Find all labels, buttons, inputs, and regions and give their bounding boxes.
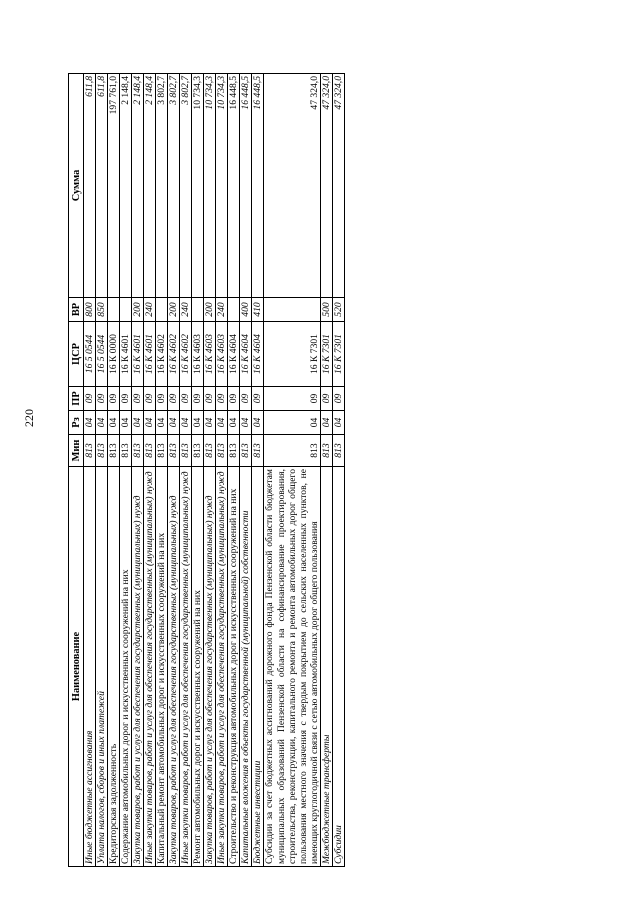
table-row [180,74,192,867]
table-cell-name: Иные закупки товаров, работ и услуг для обеспечения государственных (муниципальных) нужд [216,467,228,867]
table-cell-min: 813 [204,435,216,467]
table-cell-min: 813 [96,435,108,467]
table-cell-min: 813 [144,435,156,467]
table-cell-name: Строительство и реконструкция автомобильных дорог и искусственных сооружений на них [228,467,240,867]
table-body [84,74,345,867]
table-cell-vr [108,298,120,322]
table-cell-name: Иные закупки товаров, работ и услуг для обеспечения государственных (муниципальных) нужд [144,467,156,867]
table-cell-csr: 16 К 4601 [120,322,132,387]
table-row [320,74,332,867]
table-cell-vr: 850 [96,298,108,322]
table-cell-min: 813 [168,435,180,467]
table-cell-name: Субсидии [332,467,344,867]
header-name: Наименование [69,467,84,867]
table-row [120,74,132,867]
table-cell-name: Капитальный ремонт автомобильных дорог и искусственных сооружений на них [156,467,168,867]
table-cell-sum: 2 148,4 [120,74,132,298]
table-cell-pr: 09 [84,387,96,411]
header-csr: ЦСР [69,322,84,387]
table-cell-rz: 04 [228,411,240,435]
table-cell-rz: 04 [156,411,168,435]
table-cell-min: 813 [120,435,132,467]
page-number: 220 [22,409,36,427]
table-cell-min: 813 [132,435,144,467]
table-cell-vr [156,298,168,322]
table-cell-name: Ремонт автомобильных дорог и искусственных сооружений на них [192,467,204,867]
table-cell-min: 813 [320,435,332,467]
table-cell-sum: 197 761,0 [108,74,120,298]
table-cell-rz: 04 [216,411,228,435]
table-cell-sum: 2 148,4 [144,74,156,298]
table-cell-sum: 611,8 [96,74,108,298]
table-row [132,74,144,867]
table-cell-rz: 04 [264,411,320,435]
table-cell-csr: 16 К 4601 [132,322,144,387]
table-cell-pr: 09 [192,387,204,411]
table-cell-csr: 16 К 7301 [320,322,332,387]
table-header-row [69,74,84,867]
header-rz: Рз [69,411,84,435]
header-vr: ВР [69,298,84,322]
table-cell-pr: 09 [108,387,120,411]
table-row [216,74,228,867]
table-cell-rz: 04 [108,411,120,435]
table-cell-min: 813 [180,435,192,467]
table-cell-vr: 240 [180,298,192,322]
table-cell-pr: 09 [120,387,132,411]
table-cell-pr: 09 [96,387,108,411]
table-cell-rz: 04 [120,411,132,435]
table-cell-csr: 16 К 7301 [264,322,320,387]
table-cell-pr: 09 [204,387,216,411]
table-cell-name: Закупка товаров, работ и услуг для обеспечения государственных (муниципальных) нужд [168,467,180,867]
table-cell-min: 813 [264,435,320,467]
table-cell-vr: 240 [216,298,228,322]
table-cell-rz: 04 [168,411,180,435]
table-cell-min: 813 [216,435,228,467]
table-cell-sum: 47 324,0 [332,74,344,298]
table-cell-csr: 16 К 4604 [252,322,264,387]
table-row [240,74,252,867]
table-cell-name: Закупка товаров, работ и услуг для обеспечения государственных (муниципальных) нужд [204,467,216,867]
table-cell-name: Межбюджетные трансферты [320,467,332,867]
table-cell-vr: 410 [252,298,264,322]
table-cell-pr: 09 [132,387,144,411]
table-cell-csr: 16 К 7301 [332,322,344,387]
table-cell-name: Содержание автомобильных дорог и искусственных сооружений на них [120,467,132,867]
table-cell-rz: 04 [180,411,192,435]
table-cell-min: 813 [240,435,252,467]
table-cell-csr: 16 К 4602 [156,322,168,387]
table-cell-csr: 16 5 0544 [84,322,96,387]
table-cell-name: Иные закупки товаров, работ и услуг для обеспечения государственных (муниципальных) нужд [180,467,192,867]
table-cell-sum: 2 148,4 [132,74,144,298]
table-row [84,74,96,867]
table-cell-sum: 16 448,5 [240,74,252,298]
table-cell-vr: 200 [168,298,180,322]
table-cell-vr: 400 [240,298,252,322]
table-cell-rz: 04 [84,411,96,435]
table-cell-sum: 3 802,7 [180,74,192,298]
table-cell-rz: 04 [144,411,156,435]
table-cell-csr: 16 К 4604 [240,322,252,387]
table-cell-name: Субсидии за счет бюджетных ассигнований дорожного фонда Пензенской области бюджетам муниципальных образований Пензенской области на софинансирование проектирования, строительства, реконструкции, капитального ремонта и ремонта автомобильных дорог общего пользования местного значения с твердым покрытием до сельских населенных пунктов, не имеющих круглогодичной связи с сетью автомобильных дорог общего пользования [264,467,320,867]
table-cell-csr: 16 К 4603 [216,322,228,387]
table-cell-vr: 800 [84,298,96,322]
table-cell-min: 813 [252,435,264,467]
table-cell-rz: 04 [192,411,204,435]
header-sum: Сумма [69,74,84,298]
table-cell-min: 813 [156,435,168,467]
table-cell-name: Уплата налогов, сборов и иных платежей [96,467,108,867]
table-row [252,74,264,867]
table-cell-rz: 04 [332,411,344,435]
table-cell-vr: 200 [204,298,216,322]
table-cell-pr: 09 [216,387,228,411]
table-cell-vr: 520 [332,298,344,322]
budget-table-container [68,74,560,867]
table-cell-sum: 611,8 [84,74,96,298]
table-cell-pr: 09 [252,387,264,411]
table-cell-vr [120,298,132,322]
table-cell-sum: 3 802,7 [156,74,168,298]
table-cell-min: 813 [228,435,240,467]
table-cell-csr: 16 К 4603 [204,322,216,387]
table-cell-rz: 04 [132,411,144,435]
table-cell-pr: 09 [240,387,252,411]
table-cell-pr: 09 [264,387,320,411]
table-cell-csr: 16 К 4601 [144,322,156,387]
table-cell-vr: 500 [320,298,332,322]
table-row [332,74,344,867]
table-cell-vr [228,298,240,322]
table-row [108,74,120,867]
table-cell-rz: 04 [320,411,332,435]
table-cell-vr: 200 [132,298,144,322]
table-cell-csr: 16 К 4603 [192,322,204,387]
table-cell-csr: 16 5 0544 [96,322,108,387]
header-pr: ПР [69,387,84,411]
table-row [204,74,216,867]
table-cell-pr: 09 [332,387,344,411]
table-cell-vr: 240 [144,298,156,322]
table-cell-vr [264,298,320,322]
table-cell-csr: 16 К 4602 [180,322,192,387]
table-cell-csr: 16 К 4604 [228,322,240,387]
table-row [264,74,320,867]
table-cell-name: Кредиторская задолженность [108,467,120,867]
table-cell-pr: 09 [180,387,192,411]
table-cell-pr: 09 [144,387,156,411]
table-cell-pr: 09 [156,387,168,411]
table-cell-rz: 04 [252,411,264,435]
table-cell-pr: 09 [168,387,180,411]
table-row [192,74,204,867]
table-cell-min: 813 [108,435,120,467]
table-row [228,74,240,867]
table-cell-min: 813 [192,435,204,467]
table-cell-rz: 04 [240,411,252,435]
table-cell-vr [192,298,204,322]
table-cell-rz: 04 [204,411,216,435]
table-cell-sum: 10 734,3 [204,74,216,298]
table-row [156,74,168,867]
table-cell-name: Иные бюджетные ассигнования [84,467,96,867]
table-cell-csr: 16 К 4602 [168,322,180,387]
table-cell-csr: 16 К 0000 [108,322,120,387]
table-cell-sum: 47 324,0 [264,74,320,298]
budget-table [68,73,345,867]
table-cell-sum: 47 324,0 [320,74,332,298]
table-cell-name: Капитальные вложения в объекты государственной (муниципальной) собственности [240,467,252,867]
table-cell-sum: 10 734,3 [192,74,204,298]
table-cell-min: 813 [332,435,344,467]
table-cell-min: 813 [84,435,96,467]
table-row [144,74,156,867]
table-row [168,74,180,867]
table-cell-pr: 09 [320,387,332,411]
table-row [96,74,108,867]
table-cell-sum: 3 802,7 [168,74,180,298]
table-cell-sum: 16 448,5 [252,74,264,298]
table-cell-rz: 04 [96,411,108,435]
table-cell-sum: 10 734,3 [216,74,228,298]
table-cell-name: Закупка товаров, работ и услуг для обеспечения государственных (муниципальных) нужд [132,467,144,867]
table-cell-name: Бюджетные инвестиции [252,467,264,867]
table-cell-sum: 16 448,5 [228,74,240,298]
table-cell-pr: 09 [228,387,240,411]
header-min: Мин [69,435,84,467]
